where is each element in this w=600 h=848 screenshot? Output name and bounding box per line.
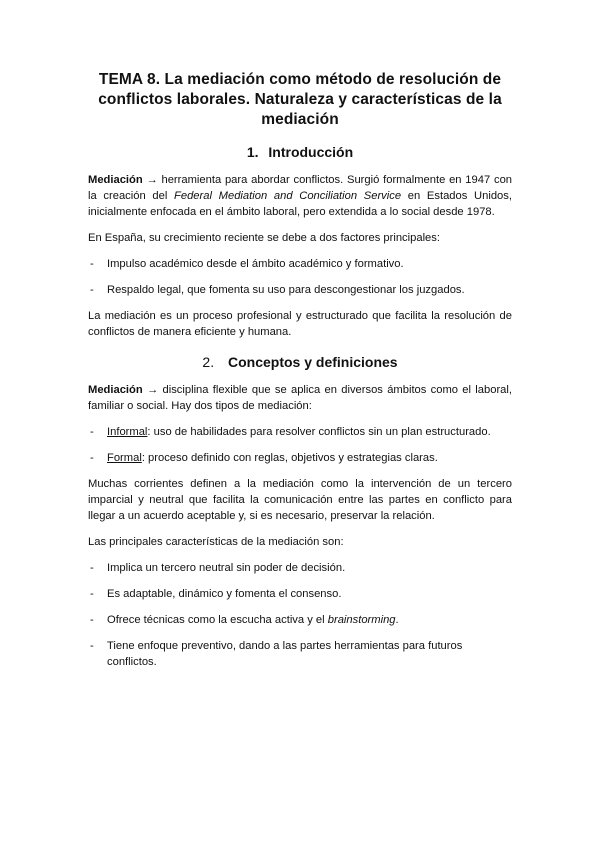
section-number: 2. xyxy=(202,354,215,370)
type-name-informal: Informal xyxy=(107,426,148,438)
dash-bullet: - xyxy=(90,452,94,464)
text: en Estados Unidos, inicialmente enfocada en el ámbito laboral, pero extendida a lo social desde 1978. xyxy=(88,190,512,218)
list-item xyxy=(88,424,512,440)
list-item-text: Es adaptable, dinámico y fomenta el consenso. xyxy=(107,588,342,600)
italic-brainstorming: brainstorming xyxy=(327,614,396,626)
document-title: TEMA 8. La mediación como método de resolución de conflictos laborales. Naturaleza y características de la mediación xyxy=(98,71,502,128)
dash-bullet: - xyxy=(90,426,94,438)
section-heading-conceptos xyxy=(88,354,512,370)
type-desc: : proceso definido con reglas, objetivos y estrategias claras. xyxy=(141,452,438,464)
paragraph-caracteristicas-intro: Las principales características de la mediación son: xyxy=(88,536,344,548)
list-item xyxy=(88,256,512,272)
list-item-text: Ofrece técnicas como la escucha activa y el xyxy=(107,614,325,626)
paragraph-espana: En España, su crecimiento reciente se debe a dos factores principales: xyxy=(88,232,440,244)
types-list xyxy=(88,424,512,466)
type-desc: : uso de habilidades para resolver conflictos sin un plan estructurado. xyxy=(147,426,491,438)
list-item xyxy=(88,586,512,602)
section-number: 1. xyxy=(246,144,259,160)
list-item xyxy=(88,612,512,628)
term-mediacion: Mediación xyxy=(88,384,143,396)
paragraph-mediacion-disciplina xyxy=(88,382,512,414)
type-name-formal: Formal xyxy=(107,452,142,464)
arrow-glyph: → xyxy=(146,174,158,186)
section-title: Introducción xyxy=(268,144,354,160)
dash-bullet: - xyxy=(90,588,94,600)
list-item-text: Impulso académico desde el ámbito académico y formativo. xyxy=(107,258,404,270)
dash-bullet: - xyxy=(90,258,94,270)
term-mediacion: Mediación xyxy=(88,174,143,186)
dash-bullet: - xyxy=(90,614,94,626)
period: . xyxy=(395,614,399,626)
factors-list xyxy=(88,256,512,298)
list-item xyxy=(88,450,512,466)
paragraph-mediacion-intro xyxy=(88,172,512,220)
dash-bullet: - xyxy=(90,640,94,652)
list-item-text: Implica un tercero neutral sin poder de decisión. xyxy=(107,562,346,574)
list-item-text: Tiene enfoque preventivo, dando a las partes herramientas para futuros conflictos. xyxy=(107,640,463,668)
paragraph-corrientes: Muchas corrientes definen a la mediación como la intervención de un tercero imparcial y neutral que facilita la comunicación entre las partes en conflicto para llegar a un acuerdo aceptable y, si es necesario, preservar la relación. xyxy=(88,478,512,522)
dash-bullet: - xyxy=(90,562,94,574)
list-item xyxy=(88,560,512,576)
characteristics-list xyxy=(88,560,512,670)
paragraph-proceso: La mediación es un proceso profesional y estructurado que facilita la resolución de conflictos de manera eficiente y humana. xyxy=(88,310,512,338)
list-item-text: Respaldo legal, que fomenta su uso para descongestionar los juzgados. xyxy=(107,284,465,296)
text: disciplina flexible que se aplica en diversos ámbitos como el laboral, familiar o social. Hay dos tipos de mediación: xyxy=(88,384,513,412)
arrow-glyph: → xyxy=(147,384,159,396)
list-item xyxy=(88,282,512,298)
list-item xyxy=(88,638,512,670)
section-title: Conceptos y definiciones xyxy=(227,354,398,370)
text: herramienta para abordar conflictos. Surgió formalmente en 1947 con la creación del xyxy=(88,174,513,202)
dash-bullet: - xyxy=(90,284,94,296)
italic-service-name: Federal Mediation and Conciliation Service xyxy=(174,190,402,202)
section-heading-introduccion xyxy=(88,144,512,160)
